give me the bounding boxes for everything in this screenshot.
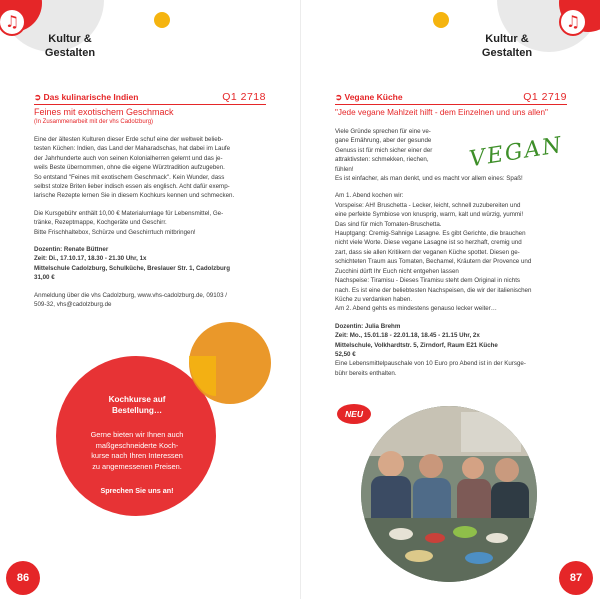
menu-line: Zucchini dürft Ihr Euch nicht entgehen lassen	[335, 267, 459, 275]
course-note: (In Zusammenarbeit mit der vhs Cadolzburg)	[34, 119, 154, 125]
course-body	[34, 135, 270, 310]
menu-line: Hauptgang: Cremig-Sahnige Lasagne. Es gibt Gerichte, die brauchen	[335, 230, 526, 238]
course-time: Zeit: Mo., 15.01.18 - 22.01.18, 18.45 - 21.15 Uhr, 2x	[335, 332, 480, 340]
menu-line: eine perfekte Symbiose von knusprig, warm, kalt und würzig, yummi!	[335, 211, 524, 219]
course-title: ➲ Vegane Küche	[335, 92, 403, 102]
desc-line: der Jahrhunderte auch von seinen Kolonialherren gelernt und das je-	[34, 154, 223, 162]
course-place: Mittelschule, Volkhardtstr. 5, Zirndorf, Raum E21 Küche	[335, 341, 498, 349]
decor-yellow-dot	[433, 12, 449, 28]
fee-line: tränke, Rezeptmappe, Kochgeräte und Geschirr.	[34, 219, 167, 227]
desc-line: testen Küchen: Indien, das Land der Maharadschas, hat dabei im Laufe	[34, 145, 231, 153]
fee-line: Die Kursgebühr enthält 10,00 € Materialumlage für Lebensmittel, Ge-	[34, 209, 224, 217]
menu-line: Vorspeise: AH! Bruschetta - Lecker, leicht, schnell zuzubereiten und	[335, 201, 521, 209]
desc-line: Eine der ältesten Kulturen dieser Erde schuf eine der weltweit belieb-	[34, 136, 224, 143]
vegan-logo: VEGAN	[467, 132, 566, 173]
course-subtitle: "Jede vegane Mahlzeit hilft - dem Einzelnen und uns allen"	[335, 108, 548, 117]
menu-line: nicht viele Worte. Diese vegane Lasagne ist so herzhaft, cremig und	[335, 239, 522, 247]
course-title: ➲ Das kulinarische Indien	[34, 92, 139, 102]
menu-line: zart, dass sie allen Kritikern der veganen Küche spottet. Diesen ge-	[335, 248, 520, 256]
course-price: 52,50 €	[335, 350, 356, 358]
course-header	[34, 91, 266, 103]
right-page	[300, 0, 600, 599]
intro-line: Es ist einfacher, als man denkt, und es macht vor allem eines: Spaß!	[335, 175, 523, 183]
menu-line: Nachspeise: Tiramisu - Dieses Tiramisu steht dem Original in nichts	[335, 277, 521, 285]
photo-illustration	[361, 406, 537, 582]
intro-line: gane Ernährung, aber der gesunde	[335, 137, 432, 145]
course-price: 31,00 €	[34, 274, 55, 282]
header-rule	[34, 104, 266, 105]
course-header	[335, 91, 567, 103]
course-code: Q1 2718	[222, 91, 266, 103]
menu-line: Küche zu verdanken haben.	[335, 295, 413, 303]
desc-line: larische Rezepte lernen Sie in diesem Kochkurs kennen und schmecken.	[34, 192, 235, 200]
promo-block	[70, 394, 204, 495]
menu-line: nach. Es ist eine der beliebtesten Nachspeisen, die wir der italienischen	[335, 286, 532, 294]
music-theater-icon: ♫	[0, 8, 26, 36]
menu-line: schichteten Traum aus Tomaten, Bechamel, Kräutern der Provence und	[335, 258, 532, 266]
course-teacher: Dozentin: Julia Brehm	[335, 322, 401, 330]
course-body	[335, 127, 571, 378]
menu-line: Das sind für mich Tomaten-Bruschetta.	[335, 220, 442, 228]
signup-line: 509-32, vhs@cadolzburg.de	[34, 301, 112, 309]
promo-description: Gerne bieten wir Ihnen auch maßgeschneiderte Koch- kurse nach Ihren Interessen zu angemessenen Preisen.	[90, 430, 184, 471]
page-number: 87	[559, 561, 593, 595]
arrow-icon: ➲	[335, 92, 343, 102]
arrow-icon: ➲	[34, 92, 42, 102]
decor-yellow-dot	[154, 12, 170, 28]
desc-line: So entstand "Feines mit exotischem Geschmack". Kein Wunder, dass	[34, 173, 225, 181]
intro-line: fühlen!	[335, 165, 354, 173]
promo-title: Kochkurse auf	[108, 395, 166, 404]
music-theater-icon: ♫	[559, 8, 587, 36]
course-code: Q1 2719	[523, 91, 567, 103]
course-teacher: Dozentin: Renate Büttner	[34, 246, 109, 254]
new-badge: NEU	[337, 404, 371, 424]
header-rule	[335, 104, 567, 105]
desc-line: selbst stolze Briten lieber indisch essen als englisch. Acht dafür exemp-	[34, 183, 230, 191]
intro-line: attraktivsten: schmekken, riechen,	[335, 156, 429, 164]
promo-cta: Sprechen Sie uns an!	[100, 486, 174, 495]
intro-line: Viele Gründe sprechen für eine ve-	[335, 128, 431, 135]
desc-line: weils Beste übernommen, ohne die eigene Würztradition aufzugeben.	[34, 164, 225, 172]
course-time: Zeit: Di., 17.10.17, 18.30 - 21.30 Uhr, 1x	[34, 255, 147, 263]
category-label: Kultur & Gestalten	[481, 33, 533, 59]
page-number: 86	[6, 561, 40, 595]
fee-line: Eine Lebensmittelpauschale von 10 Euro pro Abend ist in der Kursge-	[335, 360, 526, 368]
course-subtitle: Feines mit exotischem Geschmack	[34, 107, 174, 117]
menu-line: Am 1. Abend kochen wir:	[335, 192, 404, 200]
fee-line: Bitte Frischhaltebox, Schürze und Geschirrtuch mitbringen!	[34, 228, 196, 236]
cooking-class-photo	[361, 406, 537, 582]
intro-line: Genuss ist für mich sicher einer der	[335, 146, 433, 154]
promo-title: Bestellung…	[111, 406, 163, 415]
course-place: Mittelschule Cadolzburg, Schulküche, Breslauer Str. 1, Cadolzburg	[34, 264, 230, 272]
signup-line: Anmeldung über die vhs Cadolzburg, www.vhs-cadolzburg.de, 09103 /	[34, 291, 227, 299]
fee-line: bühr bereits enthalten.	[335, 369, 397, 377]
menu-line: Am 2. Abend gehts es mindestens genauso lecker weiter…	[335, 305, 497, 313]
category-label: Kultur & Gestalten	[44, 33, 96, 59]
